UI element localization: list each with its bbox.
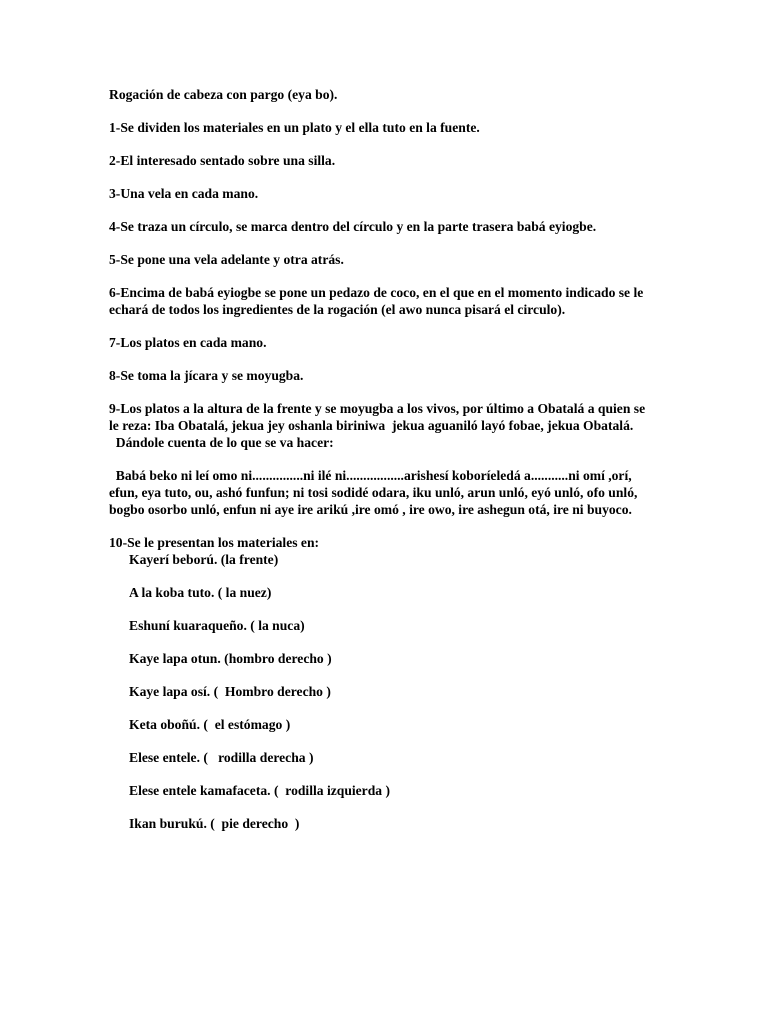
material-item: Keta oboñú. ( el estómago ) (129, 717, 291, 732)
materials-list (109, 551, 657, 832)
material-item: A la koba tuto. ( la nuez) (129, 585, 272, 600)
step-9-subtext: Dándole cuenta de lo que se va hacer: (109, 435, 334, 450)
material-item: Kaye lapa otun. (hombro derecho ) (129, 651, 332, 666)
material-item: Elese entele kamafaceta. ( rodilla izquierda ) (129, 783, 391, 798)
prayer-text: Babá beko ni leí omo ni...............ni ilé ni.................arishesí koboríeledá a...........ni omí ,orí, efun, eya tuto, ou, ashó funfun; ni tosi sodidé odara, iku unló, arun unló, eyó unló, ofo unló, bogbo osorbo unló, enfun ni aye ire arikú ,ire omó , ire owo, ire ashegun otá, ire ni buyoco. (109, 468, 641, 517)
step-1: 1-Se dividen los materiales en un plato y el ella tuto en la fuente. (109, 120, 480, 135)
material-item: Kayerí beború. (la frente) (129, 552, 279, 567)
step-7: 7-Los platos en cada mano. (109, 335, 267, 350)
step-9: 9-Los platos a la altura de la frente y se moyugba a los vivos, por último a Obatalá a quien se le reza: Iba Obatalá, jekua jey oshanla biriniwa jekua aguaniló layó fobae, jekua Obatalá. (109, 401, 649, 433)
step-6: 6-Encima de babá eyiogbe se pone un pedazo de coco, en el que en el momento indicado se le echará de todos los ingredientes de la rogación (el awo nunca pisará el circulo). (109, 285, 647, 317)
material-item: Ikan burukú. ( pie derecho ) (129, 816, 300, 831)
step-5: 5-Se pone una vela adelante y otra atrás. (109, 252, 344, 267)
material-item: Eshuní kuaraqueño. ( la nuca) (129, 618, 305, 633)
step-2: 2-El interesado sentado sobre una silla. (109, 153, 336, 168)
document-title: Rogación de cabeza con pargo (eya bo). (109, 87, 338, 102)
step-4: 4-Se traza un círculo, se marca dentro del círculo y en la parte trasera babá eyiogbe. (109, 219, 597, 234)
step-3: 3-Una vela en cada mano. (109, 186, 259, 201)
material-item: Kaye lapa osí. ( Hombro derecho ) (129, 684, 331, 699)
step-10-heading: 10-Se le presentan los materiales en: (109, 535, 320, 550)
material-item: Elese entele. ( rodilla derecha ) (129, 750, 314, 765)
document-body (109, 86, 657, 848)
step-8: 8-Se toma la jícara y se moyugba. (109, 368, 304, 383)
